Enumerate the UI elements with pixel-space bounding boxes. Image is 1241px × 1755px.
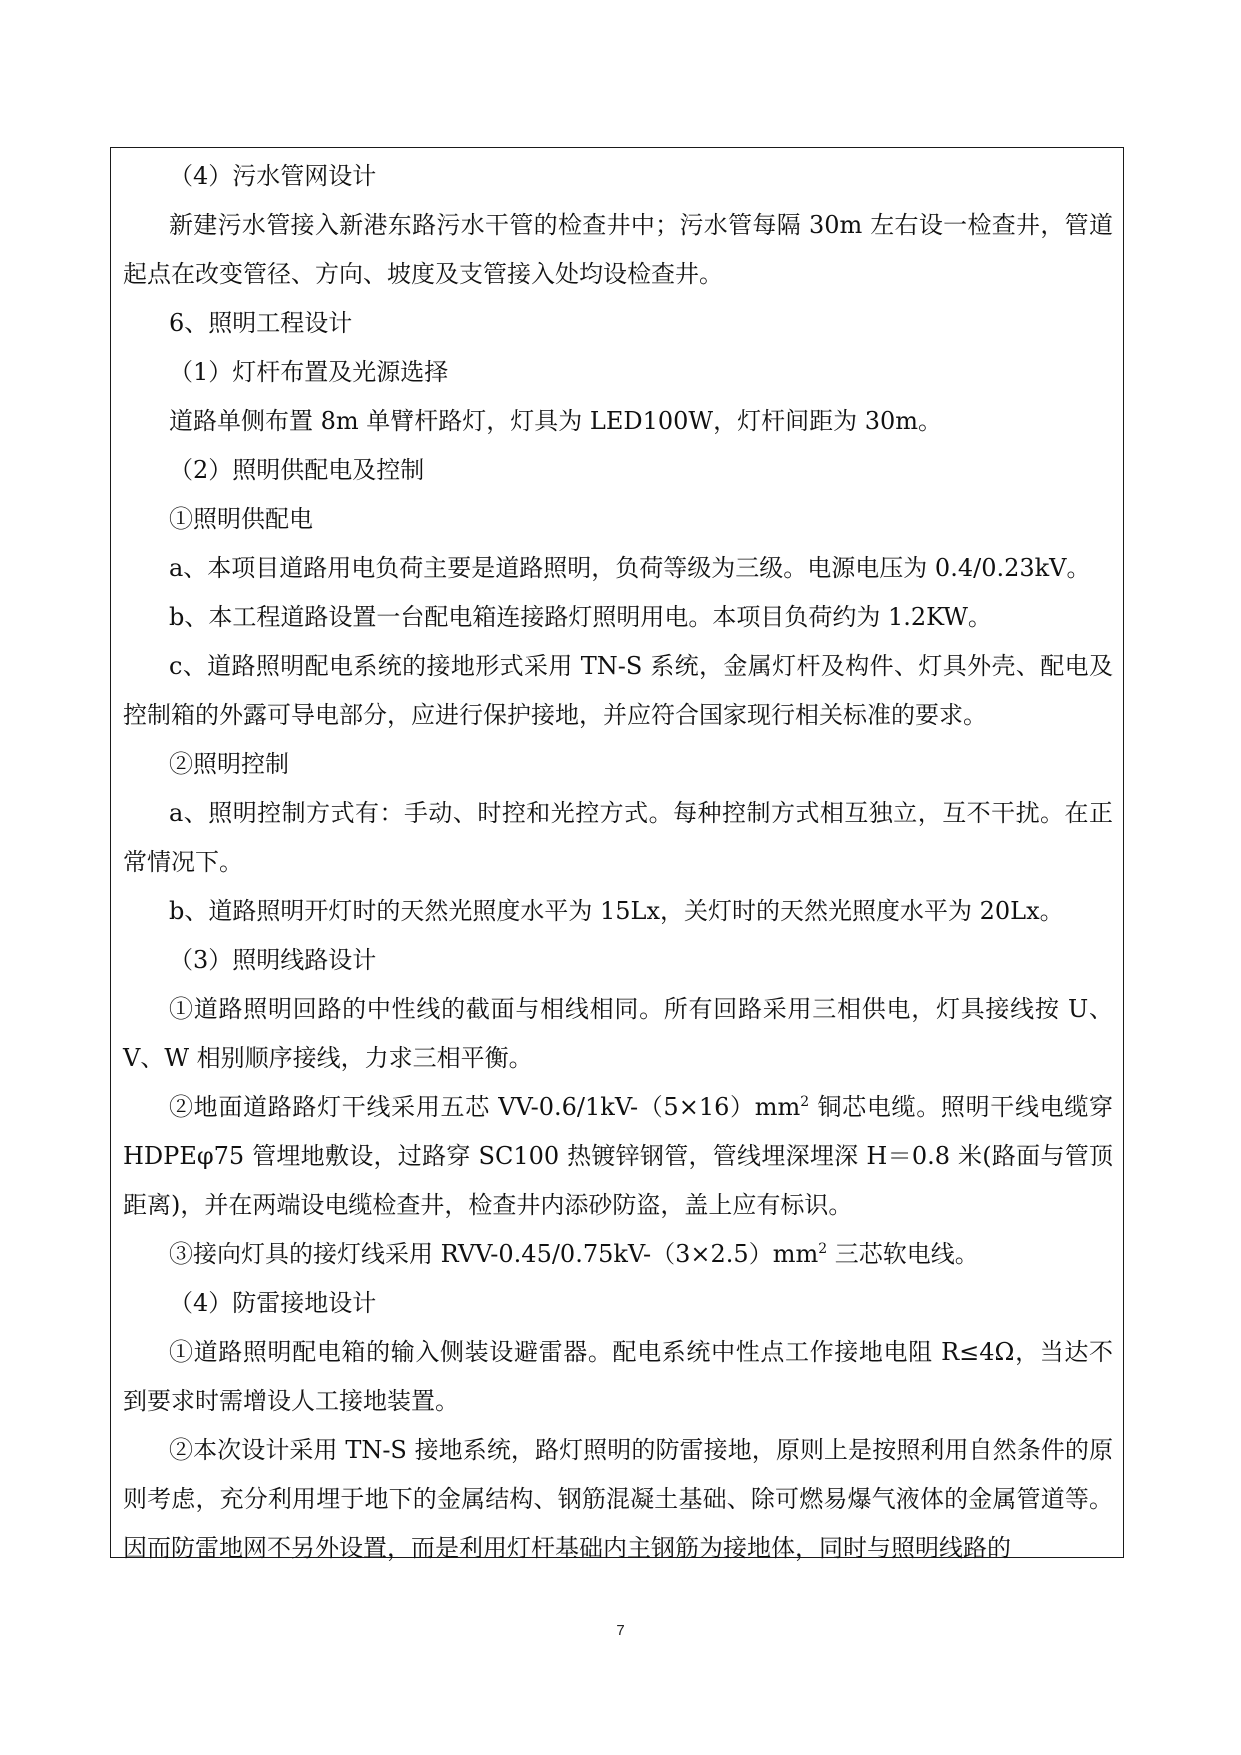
cable-text-before: ②地面道路路灯干线采用五芯 VV-0.6/1kV-（5×16）mm — [169, 1093, 801, 1121]
heading-sewage-network: （4）污水管网设计 — [169, 162, 377, 190]
paragraph-control-modes: a、照明控制方式有：手动、时控和光控方式。每种控制方式相互独立，互不干扰。在正常情况下。 — [123, 799, 1113, 876]
paragraph-tns-system: ②本次设计采用 TN-S 接地系统，路灯照明的防雷接地，原则上是按照利用自然条件的原则考虑，充分利用埋于地下的金属结构、钢筋混凝土基础、除可燃易爆气液体的金属管道等。因而防雷地网不另外设置，而是利用灯杆基础内主钢筋为接地体，同时与照明线路的 — [123, 1436, 1113, 1562]
heading-lighting-control: ②照明控制 — [169, 750, 289, 778]
wire-text-before: ③接向灯具的接灯线采用 RVV-0.45/0.75kV-（3×2.5）mm — [169, 1240, 819, 1268]
heading-lightning-protection: （4）防雷接地设计 — [169, 1289, 377, 1317]
paragraph-sewage-pipe: 新建污水管接入新港东路污水干管的检查井中；污水管每隔 30m 左右设一检查井，管道起点在改变管径、方向、坡度及支管接入处均设检查井。 — [123, 211, 1113, 288]
paragraph-neutral-line: ①道路照明回路的中性线的截面与相线相同。所有回路采用三相供电，灯具接线按 U、V、W 相别顺序接线，力求三相平衡。 — [123, 995, 1113, 1072]
paragraph-distribution-box: b、本工程道路设置一台配电箱连接路灯照明用电。本项目负荷约为 1.2KW。 — [169, 603, 992, 631]
document-body — [123, 152, 1113, 1573]
paragraph-lamp-wire — [123, 1230, 1113, 1279]
superscript: 2 — [800, 1094, 810, 1110]
heading-lighting-design: 6、照明工程设计 — [169, 309, 353, 337]
heading-power-supply: ①照明供配电 — [169, 505, 313, 533]
paragraph-main-cable — [123, 1083, 1113, 1230]
paragraph-load-level: a、本项目道路用电负荷主要是道路照明，负荷等级为三级。电源电压为 0.4/0.23kV。 — [169, 554, 1091, 582]
cable-text-after: 铜芯电缆。照明干线电缆穿 HDPEφ75 管埋地敷设，过路穿 SC100 热镀锌钢管，管线埋深埋深 H＝0.8 米(路面与管顶距离)，并在两端设电缆检查井，检查井内添砂防盗，盖上应有标识。 — [123, 1093, 1114, 1219]
paragraph-surge-arrester: ①道路照明配电箱的输入侧装设避雷器。配电系统中性点工作接地电阻 R≤4Ω，当达不到要求时需增设人工接地装置。 — [123, 1338, 1113, 1415]
page-number: 7 — [616, 1622, 625, 1639]
paragraph-pole-layout: 道路单侧布置 8m 单臂杆路灯，灯具为 LED100W，灯杆间距为 30m。 — [169, 407, 943, 435]
wire-text-after: 三芯软电线。 — [827, 1240, 979, 1268]
paragraph-grounding-form: c、道路照明配电系统的接地形式采用 TN-S 系统，金属灯杆及构件、灯具外壳、配电及控制箱的外露可导电部分，应进行保护接地，并应符合国家现行相关标准的要求。 — [123, 652, 1113, 729]
paragraph-illuminance: b、道路照明开灯时的天然光照度水平为 15Lx，关灯时的天然光照度水平为 20Lx。 — [169, 897, 1064, 925]
heading-circuit-design: （3）照明线路设计 — [169, 946, 377, 974]
heading-power-supply-control: （2）照明供配电及控制 — [169, 456, 425, 484]
superscript: 2 — [818, 1241, 828, 1257]
heading-pole-layout: （1）灯杆布置及光源选择 — [169, 358, 449, 386]
